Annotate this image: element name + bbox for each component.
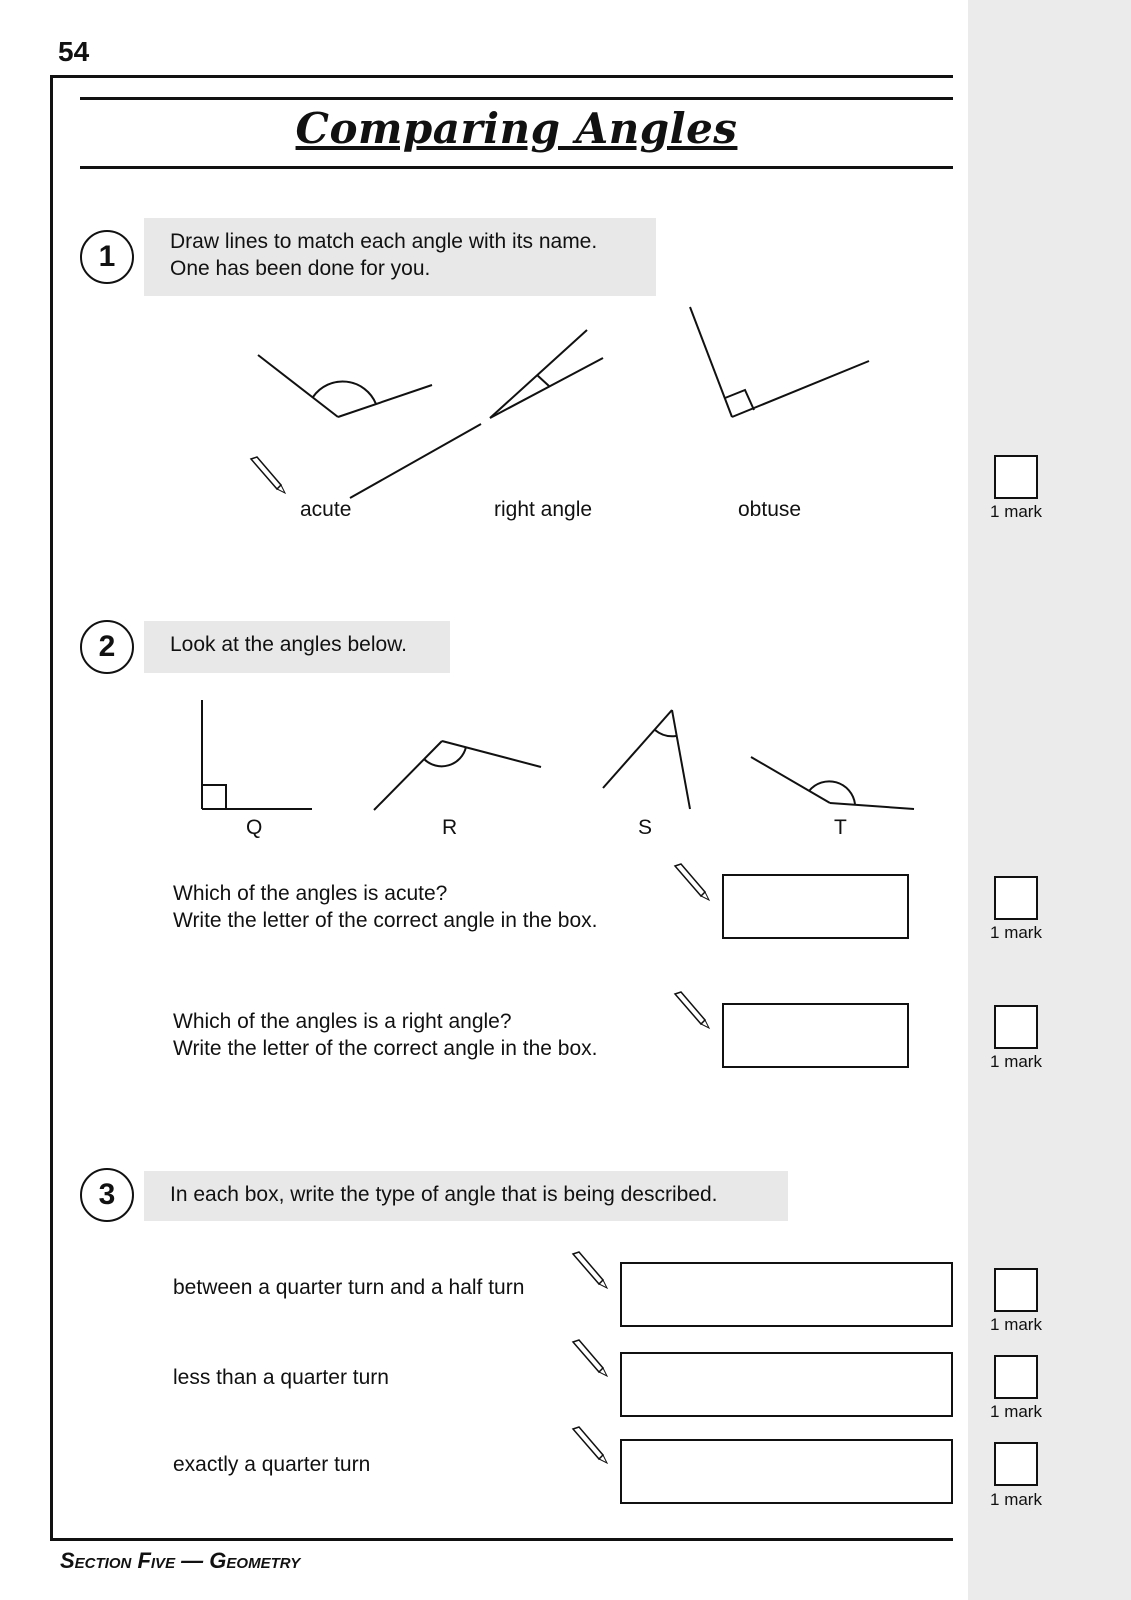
q1-name-right-angle: right angle (494, 498, 593, 521)
q3-answer-box-3[interactable] (620, 1439, 953, 1504)
frame-bottom-border (50, 1538, 953, 1541)
q2-part-b-mark-box (994, 1005, 1038, 1049)
q1-mark-label: 1 mark (990, 502, 1042, 521)
q3-answer-box-1[interactable] (620, 1262, 953, 1327)
q2-letter-q: Q (246, 816, 263, 839)
q1-right-angle-figure (690, 307, 869, 417)
q2-part-a-mark-box (994, 876, 1038, 920)
q3-description-2: less than a quarter turn (173, 1366, 389, 1389)
pencil-icon (569, 1338, 609, 1378)
marking-margin (968, 0, 1131, 1600)
q2-part-b-answer-box[interactable] (722, 1003, 909, 1068)
q3-mark-box-1 (994, 1268, 1038, 1312)
q2-angle-t-figure (751, 757, 914, 809)
q1-obtuse-angle-figure (258, 355, 432, 417)
pencil-icon (569, 1250, 609, 1290)
section-footer: Section Five — Geometry (60, 1548, 301, 1573)
page-title: Comparing Angles (295, 104, 738, 153)
q2-part-a-answer-box[interactable] (722, 874, 909, 939)
pencil-icon (671, 862, 711, 902)
q3-mark-box-3 (994, 1442, 1038, 1486)
q2-angle-s-figure (603, 710, 690, 809)
q2-part-a-mark-label: 1 mark (990, 923, 1042, 942)
pencil-icon (569, 1425, 609, 1465)
q1-acute-angle-figure (490, 330, 603, 418)
q2-part-b-mark-label: 1 mark (990, 1052, 1042, 1071)
q3-mark-label-2: 1 mark (990, 1402, 1042, 1421)
q1-mark-box (994, 455, 1038, 499)
q2-part-b-question (173, 1008, 598, 1062)
q2-part-b-line-2: Write the letter of the correct angle in the box. (173, 1037, 598, 1060)
question-2-angle-diagrams (0, 680, 968, 820)
q2-angle-q-figure (202, 700, 312, 809)
q2-part-a-line-2: Write the letter of the correct angle in the box. (173, 909, 598, 932)
question-3-number: 3 (80, 1168, 134, 1222)
q2-letter-r: R (442, 816, 458, 839)
q1-name-obtuse: obtuse (738, 498, 802, 521)
q3-mark-box-2 (994, 1355, 1038, 1399)
question-3-instruction: In each box, write the type of angle that is being described. (144, 1171, 788, 1221)
question-1-angle-diagrams (0, 0, 968, 560)
question-1-number: 1 (80, 230, 134, 284)
q3-answer-box-2[interactable] (620, 1352, 953, 1417)
question-2-number: 2 (80, 620, 134, 674)
q3-description-1: between a quarter turn and a half turn (173, 1276, 525, 1299)
q3-description-3: exactly a quarter turn (173, 1453, 371, 1476)
q2-part-b-line-1: Which of the angles is a right angle? (173, 1010, 512, 1033)
q2-part-a-question (173, 880, 598, 934)
question-2-instruction: Look at the angles below. (144, 621, 450, 673)
q1-example-match-line (350, 424, 481, 498)
pencil-icon (247, 455, 287, 495)
question-1-instruction-line-2: One has been done for you. (170, 257, 431, 280)
q2-letter-s: S (638, 816, 653, 839)
pencil-icon (671, 990, 711, 1030)
q2-angle-r-figure (374, 741, 541, 810)
q1-name-acute: acute (300, 498, 352, 521)
page-number: 54 (58, 36, 90, 67)
q3-mark-label-3: 1 mark (990, 1490, 1042, 1509)
question-1-instruction-line-1: Draw lines to match each angle with its name. (170, 230, 598, 253)
q2-letter-t: T (834, 816, 847, 839)
q3-mark-label-1: 1 mark (990, 1315, 1042, 1334)
q2-part-a-line-1: Which of the angles is acute? (173, 882, 448, 905)
